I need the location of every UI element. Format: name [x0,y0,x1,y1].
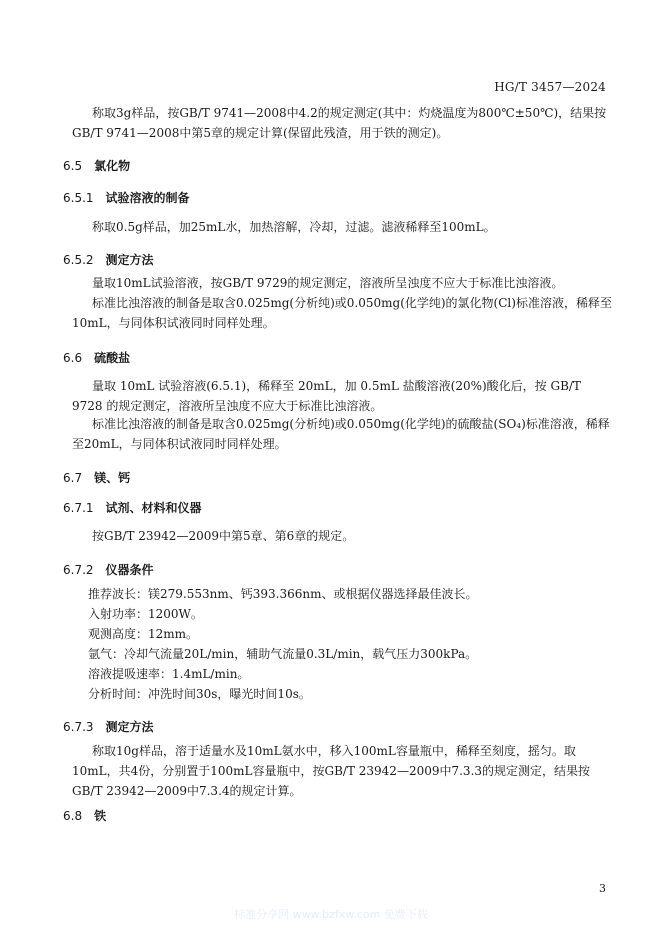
section-number: 6.5 [63,159,83,173]
section-title: 仪器条件 [105,563,154,577]
section-number: 6.6 [63,351,83,365]
section-6-5-heading [63,157,130,174]
paragraph-6-6-a: 量取 10mL 试验溶液(6.5.1)，稀释至 20mL，加 0.5mL 盐酸溶液(20%)酸化后，按 GB/T 9728 的规定测定，溶液所呈浊度不应大于标准比浊溶液。 [72,379,581,413]
section-6-7-3-heading [63,718,154,735]
section-number: 6.7.3 [63,720,94,734]
section-title: 测定方法 [105,720,154,734]
section-title: 试验溶液的制备 [105,191,190,205]
paragraph-6-7-1: 按GB/T 23942—2009中第5章、第6章的规定。 [92,529,355,543]
section-number: 6.7.2 [63,563,94,577]
condition-wavelength: 推荐波长：镁279.553nm、钙393.366nm、或根据仪器选择最佳波长。 [88,587,478,601]
paragraph-6-5-1: 称取0.5g样品，加25mL水，加热溶解，冷却，过滤。滤液稀释至100mL。 [92,220,496,234]
section-6-7-heading [63,469,130,486]
standard-code-header: HG/T 3457—2024 [494,80,606,94]
page-number: 3 [599,882,606,895]
section-title: 氯化物 [94,159,131,173]
footer-watermark: 标准分享网 www.bzfxw.com 免费下载 [234,908,428,921]
condition-analysis-time: 分析时间：冲洗时间30s，曝光时间10s。 [88,687,311,701]
section-title: 镁、钙 [94,471,131,485]
section-number: 6.5.2 [63,253,94,267]
section-6-5-1-heading [63,189,190,206]
section-6-7-1-heading [63,499,202,516]
condition-height: 观测高度：12mm。 [88,627,199,641]
paragraph-6-7-3: 称取10g样品，溶于适量水及10mL氨水中，移入100mL容量瓶中，稀释至刻度，摇匀。取10mL，共4份，分别置于100mL容量瓶中，按GB/T 23942—2009中7.3.3的规定测定，结果按GB/T 23942—2009中7.3.4的规定计算。 [72,744,591,798]
section-6-7-2-heading [63,561,154,578]
section-6-6-heading [63,349,130,366]
section-title: 硫酸盐 [94,351,131,365]
section-6-8-heading [63,807,106,824]
section-number: 6.7.1 [63,501,94,515]
section-6-5-2-heading [63,251,154,268]
paragraph-6-5-2-b: 标准比浊溶液的制备是取含0.025mg(分析纯)或0.050mg(化学纯)的氯化物(Cl)标准溶液，稀释至10mL，与同体积试液同时同样处理。 [72,296,612,330]
section-number: 6.8 [63,809,83,823]
condition-power: 入射功率：1200W。 [88,607,203,621]
intro-paragraph: 称取3g样品，按GB/T 9741—2008中4.2的规定测定(其中：灼烧温度为800℃±50℃)，结果按GB/T 9741—2008中第5章的规定计算(保留此残渣，用于铁的测定)。 [72,106,607,140]
section-number: 6.7 [63,471,83,485]
section-title: 测定方法 [105,253,154,267]
section-title: 试剂、材料和仪器 [105,501,202,515]
condition-uptake-rate: 溶液提吸速率：1.4mL/min。 [88,667,250,681]
section-number: 6.5.1 [63,191,94,205]
paragraph-6-6-b: 标准比浊溶液的制备是取含0.025mg(分析纯)或0.050mg(化学纯)的硫酸盐(SO₄)标准溶液，稀释至20mL，与同体积试液同时同样处理。 [72,417,610,451]
section-title: 铁 [94,809,107,823]
condition-argon: 氩气：冷却气流量20L/min，辅助气流量0.3L/min，载气压力300kPa。 [88,647,478,661]
paragraph-6-5-2-a: 量取10mL试验溶液，按GB/T 9729的规定测定，溶液所呈浊度不应大于标准比浊溶液。 [92,276,564,290]
